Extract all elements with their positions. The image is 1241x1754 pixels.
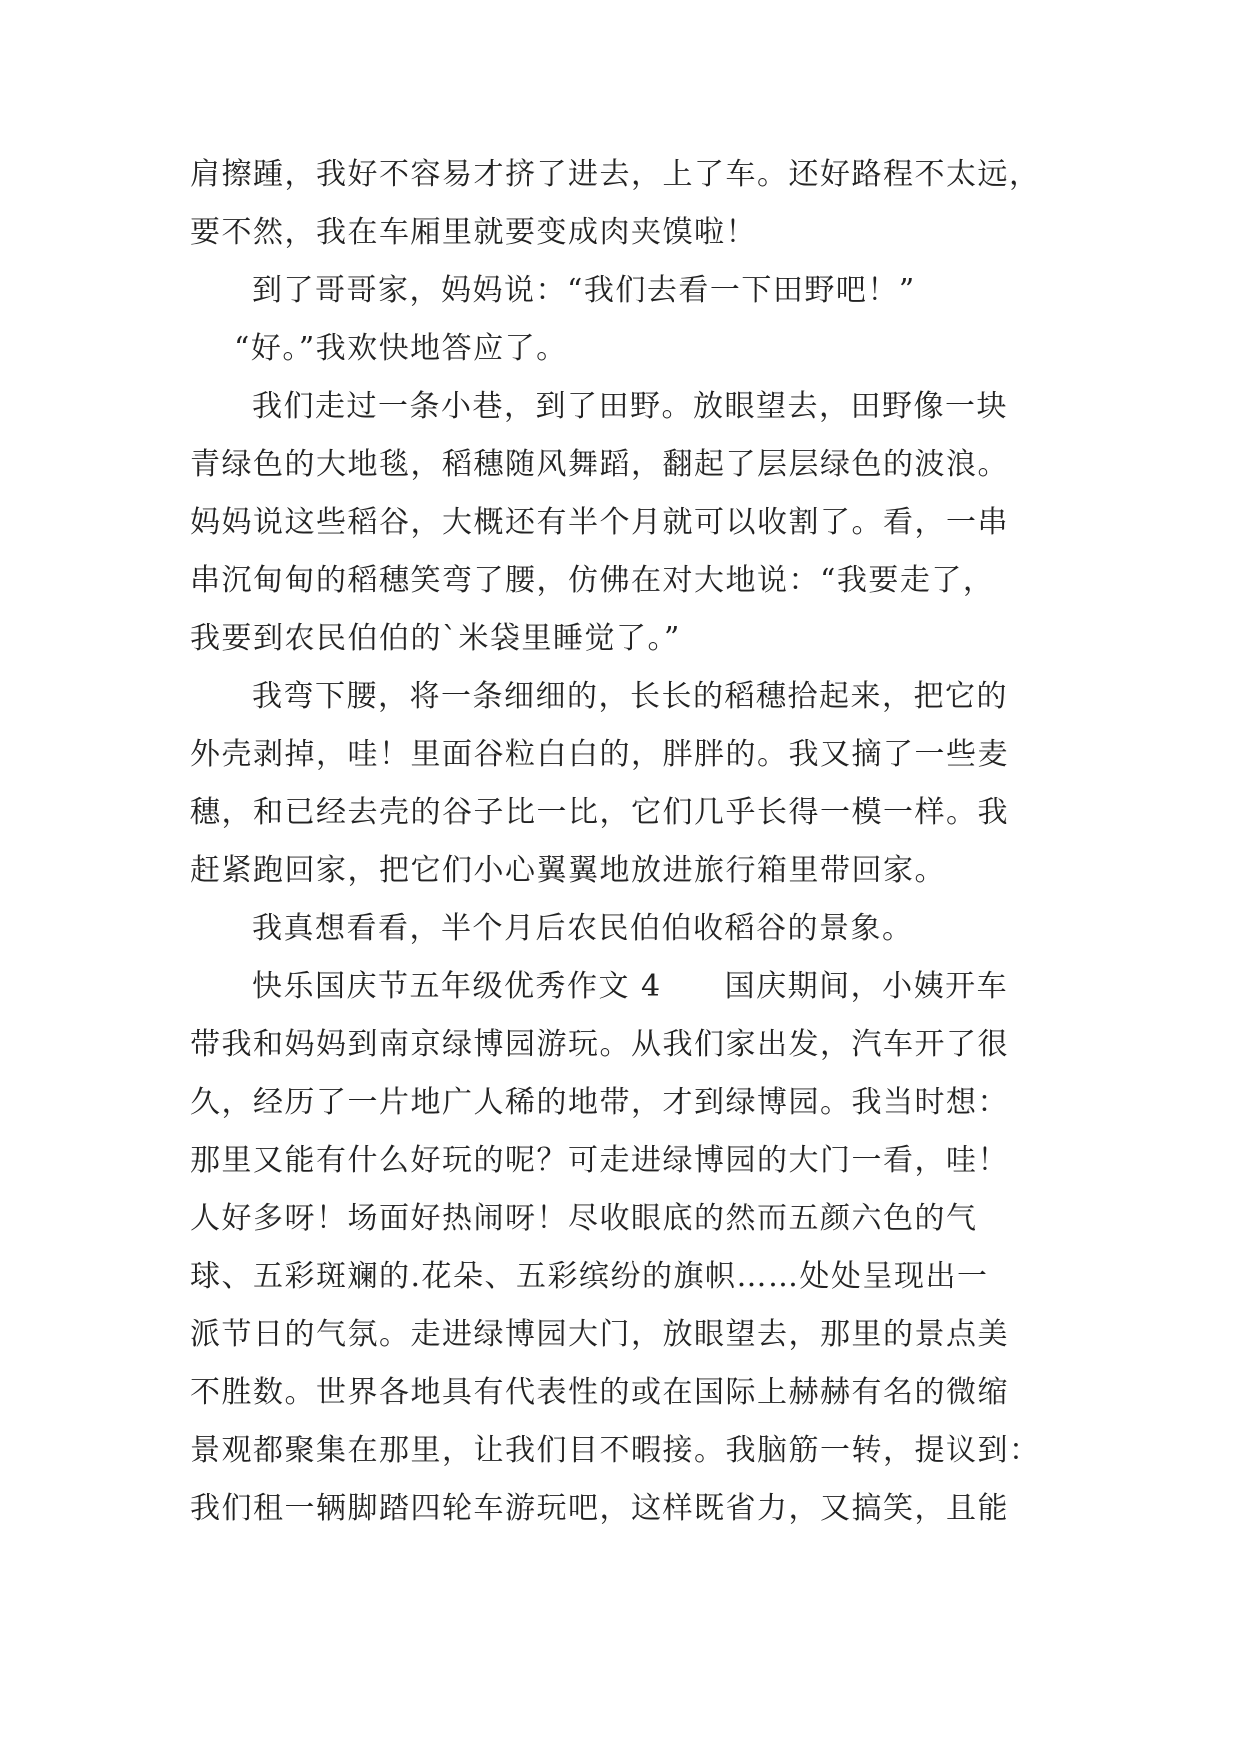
text-line: 我们走过一条小巷，到了田野。放眼望去，田野像一块: [252, 389, 1008, 424]
text-line: 快乐国庆节五年级优秀作文 4 国庆期间，小姨开车: [252, 969, 1009, 1004]
text-line: 肩擦踵，我好不容易才挤了进去，上了车。还好路程不太远，: [190, 157, 1041, 192]
text-line: 我要到农民伯伯的`米袋里睡觉了。”: [190, 621, 681, 656]
text-line: 青绿色的大地毯，稻穗随风舞蹈，翻起了层层绿色的波浪。: [190, 447, 1009, 482]
text-line: 到了哥哥家，妈妈说：“我们去看一下田野吧！”: [252, 273, 916, 308]
text-line: 我真想看看，半个月后农民伯伯收稻谷的景象。: [252, 911, 914, 946]
text-line: 穗，和已经去壳的谷子比一比，它们几乎长得一模一样。我: [190, 795, 1009, 830]
text-line: 那里又能有什么好玩的呢？可走进绿博园的大门一看，哇！: [190, 1143, 1009, 1178]
text-line: 派节日的气氛。走进绿博园大门，放眼望去，那里的景点美: [190, 1317, 1009, 1352]
text-line: “好。”我欢快地答应了。: [234, 331, 568, 366]
text-line: 串沉甸甸的稻穗笑弯了腰，仿佛在对大地说：“我要走了，: [190, 563, 995, 598]
text-line: 久，经历了一片地广人稀的地带，才到绿博园。我当时想：: [190, 1085, 1009, 1120]
text-line: 带我和妈妈到南京绿博园游玩。从我们家出发，汽车开了很: [190, 1027, 1009, 1062]
text-line: 外壳剥掉，哇！里面谷粒白白的，胖胖的。我又摘了一些麦: [190, 737, 1009, 772]
text-line: 不胜数。世界各地具有代表性的或在国际上赫赫有名的微缩: [190, 1375, 1009, 1410]
text-line: 景观都聚集在那里，让我们目不暇接。我脑筋一转，提议到：: [190, 1433, 1041, 1468]
text-line: 球、五彩斑斓的.花朵、五彩缤纷的旗帜……处处呈现出一: [190, 1259, 989, 1294]
text-line: 要不然，我在车厢里就要变成肉夹馍啦！: [190, 215, 757, 250]
text-line: 我们租一辆脚踏四轮车游玩吧，这样既省力，又搞笑，且能: [190, 1491, 1009, 1526]
essay-body: [190, 146, 1060, 1538]
text-line: 人好多呀！场面好热闹呀！尽收眼底的然而五颜六色的气: [190, 1201, 978, 1236]
text-line: 妈妈说这些稻谷，大概还有半个月就可以收割了。看，一串: [190, 505, 1009, 540]
text-line: 我弯下腰，将一条细细的，长长的稻穗拾起来，把它的: [252, 679, 1008, 714]
text-line: 赶紧跑回家，把它们小心翼翼地放进旅行箱里带回家。: [190, 853, 946, 888]
